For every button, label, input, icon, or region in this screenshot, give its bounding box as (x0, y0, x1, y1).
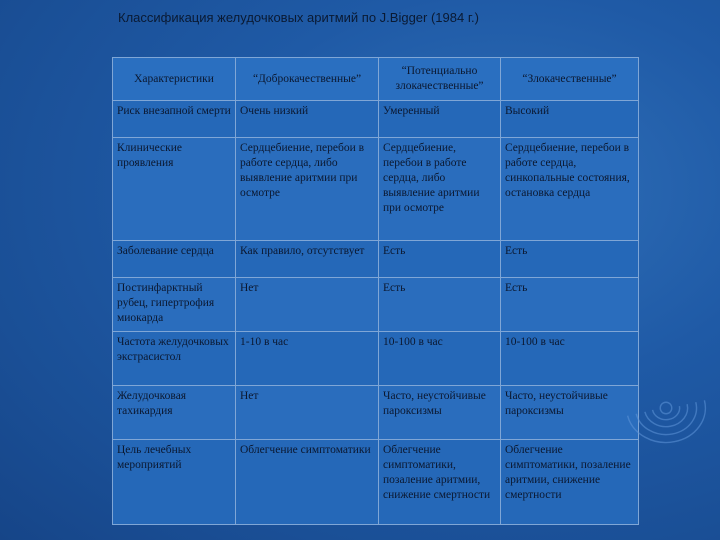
cell-benign: Как правило, отсутствует (236, 241, 379, 278)
row-label: Цель лечебных мероприятий (113, 440, 236, 525)
row-label: Частота желудочковых экстрасистол (113, 332, 236, 386)
row-label: Желудочковая тахикардия (113, 386, 236, 440)
header-potentially-malignant: “Потенциально злокачественные” (379, 58, 501, 101)
water-ripple-decoration (618, 360, 714, 456)
cell-potentially-malignant: Сердцебиение, перебои в работе сердца, либо выявление аритмии при осмотре (379, 138, 501, 241)
table-row (113, 386, 639, 440)
cell-malignant: Сердцебиение, перебои в работе сердца, синкопальные состояния, остановка сердца (501, 138, 639, 241)
cell-benign: Сердцебиение, перебои в работе сердца, либо выявление аритмии при осмотре (236, 138, 379, 241)
cell-benign: 1-10 в час (236, 332, 379, 386)
table-header-row (113, 58, 639, 101)
table-row (113, 332, 639, 386)
header-malignant: “Злокачественные” (501, 58, 639, 101)
table-row (113, 241, 639, 278)
row-label: Заболевание сердца (113, 241, 236, 278)
cell-potentially-malignant: Есть (379, 241, 501, 278)
cell-potentially-malignant: 10-100 в час (379, 332, 501, 386)
cell-malignant: Есть (501, 241, 639, 278)
cell-benign: Очень низкий (236, 101, 379, 138)
cell-potentially-malignant: Умеренный (379, 101, 501, 138)
slide-title: Классификация желудочковых аритмий по J.Bigger (1984 г.) (118, 10, 479, 25)
row-label: Постинфарктный рубец, гипертрофия миокарда (113, 278, 236, 332)
classification-table (112, 57, 639, 525)
cell-potentially-malignant: Облегчение симптоматики, позаление аритмии, снижение смертности (379, 440, 501, 525)
cell-potentially-malignant: Есть (379, 278, 501, 332)
cell-benign: Нет (236, 278, 379, 332)
cell-benign: Нет (236, 386, 379, 440)
row-label: Клинические проявления (113, 138, 236, 241)
table-row (113, 440, 639, 525)
table-row (113, 278, 639, 332)
cell-potentially-malignant: Часто, неустойчивые пароксизмы (379, 386, 501, 440)
cell-malignant: Есть (501, 278, 639, 332)
cell-benign: Облегчение симптоматики (236, 440, 379, 525)
cell-malignant: Облегчение симптоматики, позаление аритмии, снижение смертности (501, 440, 639, 525)
cell-malignant: Часто, неустойчивые пароксизмы (501, 386, 639, 440)
table-row (113, 138, 639, 241)
header-benign: “Доброкачественные” (236, 58, 379, 101)
header-characteristics: Характеристики (113, 58, 236, 101)
cell-malignant: 10-100 в час (501, 332, 639, 386)
table-row (113, 101, 639, 138)
cell-malignant: Высокий (501, 101, 639, 138)
row-label: Риск внезапной смерти (113, 101, 236, 138)
